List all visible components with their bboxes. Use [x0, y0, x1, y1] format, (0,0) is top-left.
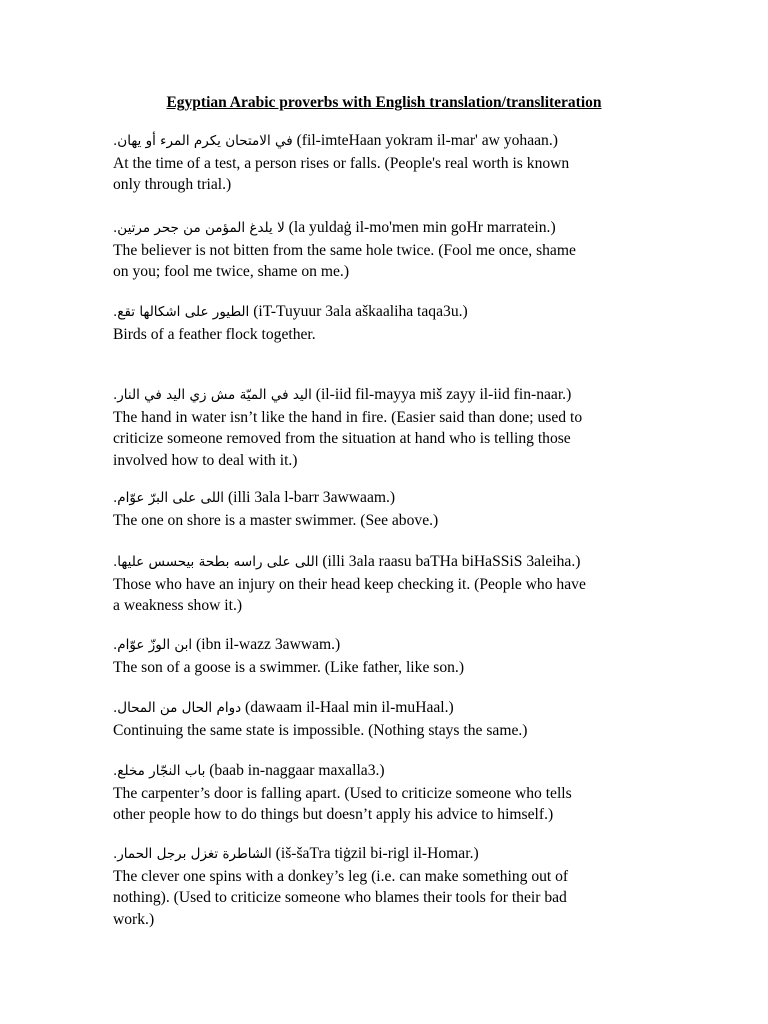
proverb-translation: Those who have an injury on their head keep checking it. (People who have — [113, 575, 586, 593]
proverb-translation: nothing). (Used to criticize someone who blames their tools for their bad — [113, 889, 567, 906]
proverb-translation: The believer is not bitten from the same hole twice. (Fool me once, shame — [113, 241, 576, 259]
proverb-translation: other people how to do things but doesn’t apply his advice to himself.) — [113, 806, 554, 823]
proverb-transliteration: (illi 3ala raasu baTHa biHaSSiS 3aleiha.) — [318, 553, 581, 570]
page-title: Egyptian Arabic proverbs with English translation/transliteration — [166, 94, 602, 111]
proverb-transliteration: (la yuldaġ il-mo'men min goHr marratein.) — [284, 219, 556, 236]
proverb-translation: The one on shore is a master swimmer. (See above.) — [113, 511, 439, 529]
proverb-translation: criticize someone removed from the situation at hand who is telling those — [113, 430, 571, 447]
proverb-arabic: لا يلدغ المؤمن من جحر مرتين. — [113, 220, 285, 236]
proverb-arabic: اللى على راسه بطحة بيحسس عليها. — [113, 554, 319, 570]
proverb-transliteration: (il-iid fil-mayya miš zayy il-iid fin-naar.) — [311, 386, 572, 403]
proverb-entry — [113, 760, 633, 826]
proverb-arabic: الشاطرة تغزل برجل الحمار. — [113, 846, 272, 862]
proverb-entry — [113, 217, 633, 283]
proverb-arabic: باب النجّار مخلع. — [113, 763, 206, 779]
proverb-arabic: في الامتحان يكرم المرء أو يهان. — [113, 133, 293, 149]
proverb-entry — [113, 551, 633, 617]
proverb-entry — [113, 384, 633, 471]
proverb-translation: involved how to deal with it.) — [113, 451, 298, 469]
proverb-entry — [113, 843, 633, 930]
proverb-translation: work.) — [113, 910, 155, 928]
proverb-translation: The carpenter’s door is falling apart. (Used to criticize someone who tells — [113, 784, 572, 802]
proverb-arabic: الطيور على اشكالها تقع. — [113, 304, 250, 320]
proverb-translation: a weakness show it.) — [113, 597, 243, 614]
proverb-translation: The son of a goose is a swimmer. (Like father, like son.) — [113, 658, 465, 676]
proverb-translation: Continuing the same state is impossible. (Nothing stays the same.) — [113, 721, 528, 739]
proverb-entry — [113, 697, 633, 741]
proverb-translation: At the time of a test, a person rises or falls. (People's real worth is known — [113, 154, 570, 172]
proverb-transliteration: (dawaam il-Haal min il-muHaal.) — [241, 699, 454, 716]
proverb-translation: only through trial.) — [113, 176, 232, 193]
proverb-translation: on you; fool me twice, shame on me.) — [113, 263, 350, 280]
proverb-transliteration: (iT-Tuyuur 3ala aškaaliha taqa3u.) — [249, 303, 468, 320]
proverb-translation: The clever one spins with a donkey’s leg (i.e. can make something out of — [113, 867, 569, 885]
proverb-entry — [113, 301, 633, 345]
proverb-translation: Birds of a feather flock together. — [113, 325, 316, 343]
proverb-arabic: اليد في الميّة مش زي اليد في النار. — [113, 387, 312, 403]
proverb-entry — [113, 130, 633, 196]
proverb-arabic: اللى على البرّ عوّام. — [113, 490, 225, 506]
proverb-translation: The hand in water isn’t like the hand in fire. (Easier said than done; used to — [113, 408, 583, 426]
proverb-transliteration: (ibn il-wazz 3awwam.) — [192, 636, 341, 653]
proverb-arabic: دوام الحال من المحال. — [113, 700, 242, 716]
proverb-arabic: ابن الوزّ عوّام. — [113, 637, 193, 653]
proverb-transliteration: (baab in-naggaar maxalla3.) — [205, 762, 385, 779]
proverb-transliteration: (illi 3ala l-barr 3awwaam.) — [224, 489, 396, 506]
proverb-entry — [113, 634, 633, 678]
proverb-entry — [113, 487, 633, 531]
proverb-transliteration: (iš-šaTra tiġzil bi-rigl il-Homar.) — [271, 845, 479, 862]
proverb-transliteration: (fil-imteHaan yokram il-mar' aw yohaan.) — [292, 132, 558, 149]
